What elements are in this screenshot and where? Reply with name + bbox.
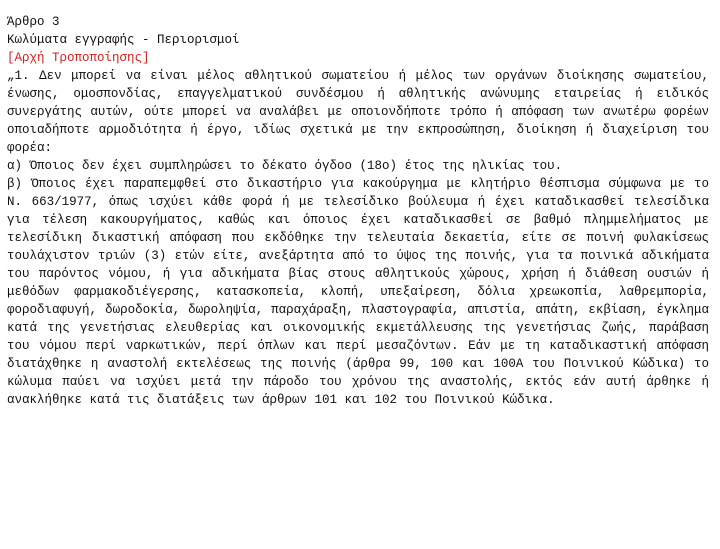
article-title: Κωλύματα εγγραφής - Περιορισμοί: [7, 33, 240, 47]
document-body: [7, 13, 709, 409]
article-number: Άρθρο 3: [7, 15, 60, 29]
item-a: α) Όποιος δεν έχει συμπληρώσει το δέκατο όγδοο (18ο) έτος της ηλικίας του.: [7, 159, 563, 173]
item-b: β) Όποιος έχει παραπεμφθεί στο δικαστήριο για κακούργημα με κλητήριο θέσπισμα σύμφωνα με το Ν. 663/1977, όπως ισχύει κάθε φορά ή με τελεσίδικο βούλευμα ή έχει καταδικασθεί τελεσίδικα για τέλεση κακουργήματος, καθώς και όποιος έχει καταδικασθεί σε βαθμό πλημμελήματος με τελεσίδικη δικαστική απόφαση που εκδόθηκε την τελευταία δεκαετία, είτε σε ποινή φυλακίσεως τουλάχιστον τριών (3) ετών είτε, ανεξάρτητα από το ύψος της ποινής, για τα ποινικά αδικήματα του παρόντος νόμου, ή για αδικήματα βίας στους αθλητικούς χώρους, χρήση ή διάθεση ουσιών ή μεθόδων φαρμακοδιέγερσης, κατασκοπεία, κλοπή, υπεξαίρεση, δόλια χρεωκοπία, λαθρεμπορία, φοροδιαφυγή, δωροδοκία, δωροληψία, παραχάραξη, πλαστογραφία, απιστία, απάτη, εκβίαση, έγκλημα κατά της γενετήσιας ελευθερίας και οικονομικής εκμετάλλευσης της γενετήσιας ζωής, παράβαση του νόμου περί ναρκωτικών, περί όπλων και περί μεσαζόντων. Εάν με τη καταδικαστική απόφαση διατάχθηκε η αναστολή εκτελέσεως της ποινής (άρθρα 99, 100 και 100Α του Ποινικού Κώδικα) το κώλυμα παύει να ισχύει μετά την πάροδο του χρόνου της αναστολής, εκτός εάν αυτή άρθηκε ή ανακλήθηκε κατά τις διατάξεις των άρθρων 101 και 102 του Ποινικού Κώδικα.: [7, 177, 709, 407]
paragraph-1: „1. Δεν μπορεί να είναι μέλος αθλητικού σωματείου ή μέλος των οργάνων διοίκησης σωματείου, ένωσης, ομοσπονδίας, επαγγελματικού συνδέσμου ή αθλητικής ανώνυμης εταιρείας ή ειδικός συνεργάτης αυτών, ούτε μπορεί να αναλάβει με οποιονδήποτε τρόπο ή απόφαση των ανωτέρω φορέων οποιαδήποτε αρμοδιότητα ή έργο, ιδίως σχετικά με την εκπροσώπηση, διοίκηση ή διαχείριση του φορέα:: [7, 69, 709, 155]
amendment-start-marker: [Αρχή Τροποποίησης]: [7, 51, 150, 65]
